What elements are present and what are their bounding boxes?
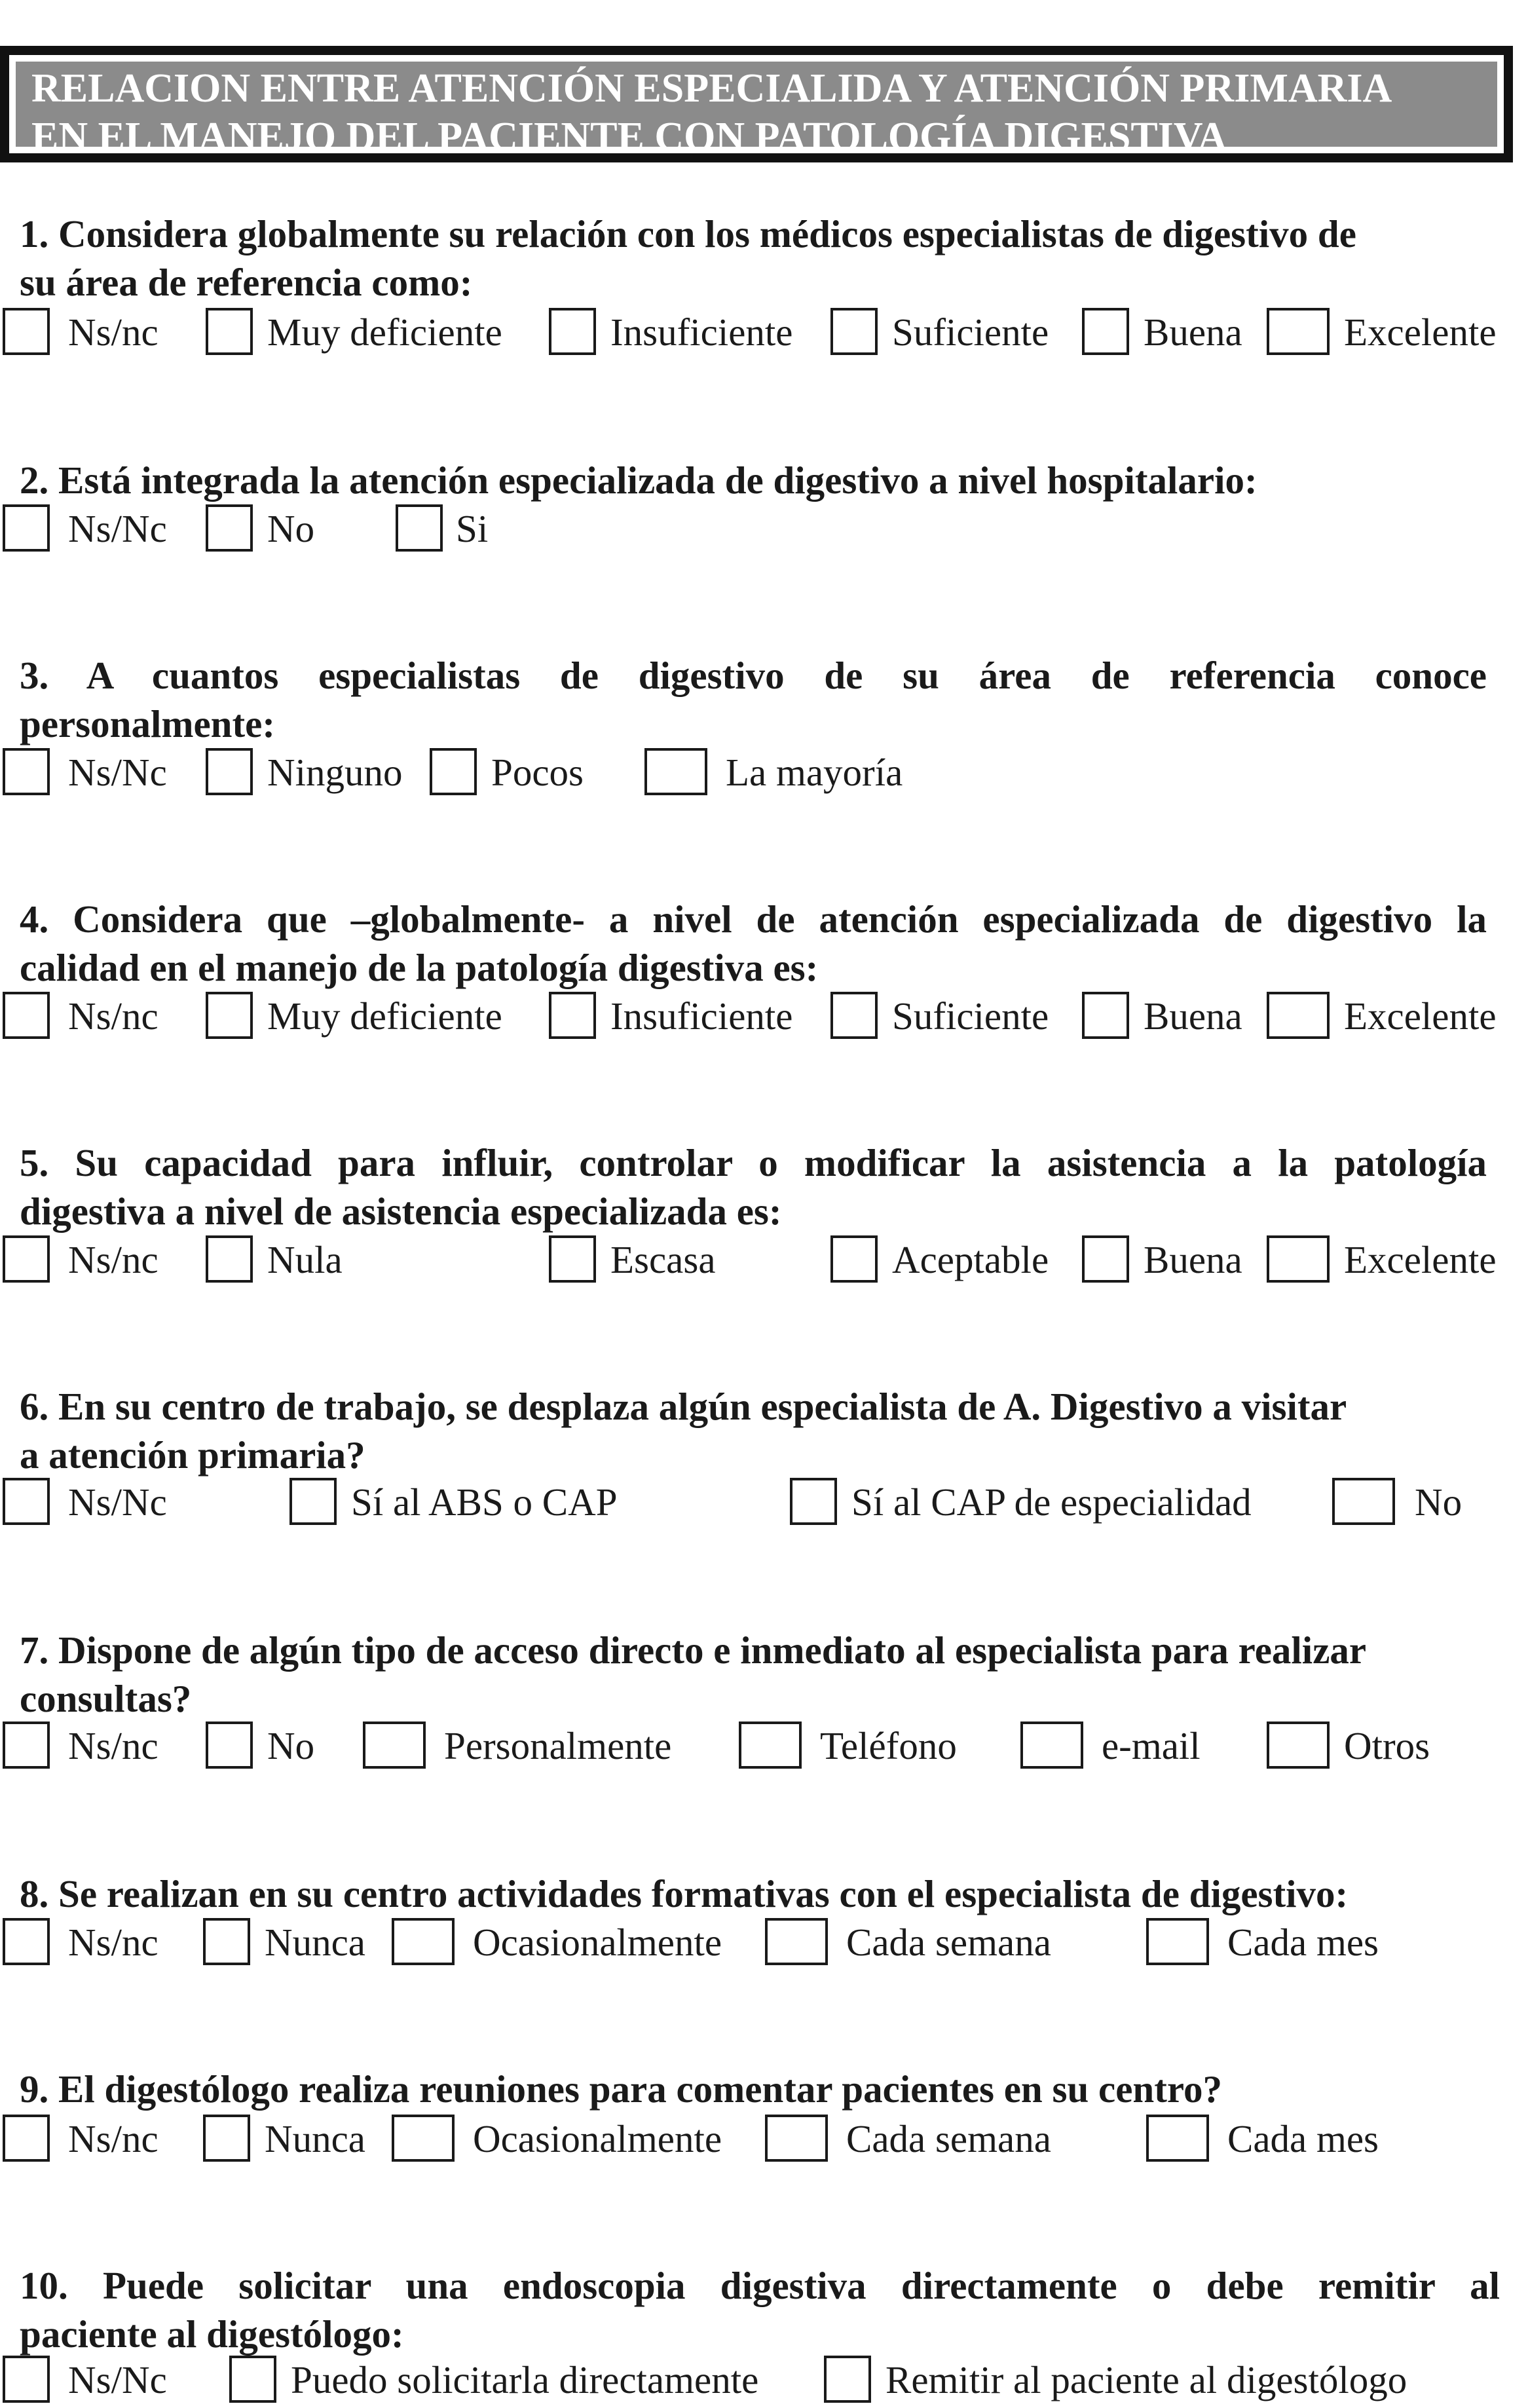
option-label: Cada mes (1227, 2117, 1379, 2160)
question-text: 1. Considera globalmente su relación con los médicos especialistas de digestivo de (20, 212, 1356, 255)
question-9 (20, 2065, 1487, 2113)
checkbox-buena[interactable] (1082, 308, 1129, 355)
checkbox-aceptable[interactable] (830, 1235, 878, 1283)
option-label: Pocos (491, 751, 584, 794)
question-8 (20, 1870, 1487, 1918)
checkbox-no[interactable] (1332, 1478, 1395, 1525)
checkbox-ns-nc[interactable] (3, 1918, 50, 1965)
option-label: Suficiente (892, 310, 1049, 354)
checkbox-email[interactable] (1020, 1721, 1083, 1769)
option-label: Remitir al paciente al digestólogo (885, 2358, 1407, 2401)
question-text: calidad en el manejo de la patología digestiva es: (20, 946, 819, 989)
option-label: Nunca (265, 1921, 365, 1964)
option-label: Ns/nc (68, 2117, 158, 2160)
option-label: Ns/nc (68, 1724, 158, 1767)
checkbox-nunca[interactable] (203, 2115, 250, 2162)
checkbox-excelente[interactable] (1267, 992, 1330, 1039)
checkbox-suficiente[interactable] (830, 308, 878, 355)
question-text: 9. El digestólogo realiza reuniones para comentar pacientes en su centro? (20, 2067, 1222, 2111)
checkbox-ns-nc[interactable] (3, 2115, 50, 2162)
checkbox-ns-nc[interactable] (3, 1478, 50, 1525)
checkbox-insuficiente[interactable] (549, 992, 596, 1039)
checkbox-nula[interactable] (206, 1235, 253, 1283)
question-6 (20, 1382, 1487, 1479)
option-label: Aceptable (892, 1238, 1049, 1281)
checkbox-ninguno[interactable] (206, 748, 253, 795)
question-text: paciente al digestólogo: (20, 2312, 404, 2356)
option-label: Insuficiente (610, 994, 793, 1038)
checkbox-solicitar-directamente[interactable] (229, 2356, 276, 2403)
option-label: Ns/Nc (68, 751, 167, 794)
option-label: Buena (1144, 994, 1242, 1038)
checkbox-excelente[interactable] (1267, 308, 1330, 355)
checkbox-pocos[interactable] (430, 748, 477, 795)
checkbox-muy-deficiente[interactable] (206, 308, 253, 355)
question-7 (20, 1626, 1487, 1723)
options-row-5 (0, 1235, 1528, 1288)
options-row-3 (0, 748, 1528, 800)
question-text: 5. Su capacidad para influir, controlar o modificar la asistencia a la patología (20, 1141, 1487, 1184)
title-line-1: RELACION ENTRE ATENCIÓN ESPECIALIDA Y ATENCIÓN PRIMARIA (31, 66, 1392, 111)
question-text: 4. Considera que –globalmente- a nivel de atención especializada de digestivo la (20, 897, 1487, 941)
question-text: a atención primaria? (20, 1433, 365, 1477)
option-label: Ns/nc (68, 1238, 158, 1281)
checkbox-insuficiente[interactable] (549, 308, 596, 355)
checkbox-otros[interactable] (1267, 1721, 1330, 1769)
question-5 (20, 1138, 1487, 1235)
option-label: Ns/nc (68, 310, 158, 354)
option-label: Ns/nc (68, 1921, 158, 1964)
question-10 (20, 2261, 1500, 2358)
question-text: consultas? (20, 1677, 192, 1720)
option-label: Cada mes (1227, 1921, 1379, 1964)
option-label: Escasa (610, 1238, 716, 1281)
options-row-9 (0, 2115, 1528, 2167)
option-label: Nula (267, 1238, 343, 1281)
option-label: Excelente (1344, 1238, 1497, 1281)
checkbox-ns-nc[interactable] (3, 308, 50, 355)
option-label: Otros (1344, 1724, 1430, 1767)
page-title (16, 62, 1497, 159)
option-label: Ocasionalmente (473, 1921, 722, 1964)
checkbox-ns-nc[interactable] (3, 992, 50, 1039)
checkbox-cada-mes[interactable] (1146, 2115, 1209, 2162)
question-4 (20, 895, 1487, 992)
option-label: Nunca (265, 2117, 365, 2160)
question-1 (20, 210, 1487, 307)
options-row-1 (0, 308, 1528, 360)
option-label: Buena (1144, 1238, 1242, 1281)
question-text: 8. Se realizan en su centro actividades formativas con el especialista de digestivo: (20, 1872, 1349, 1915)
question-text: 10. Puede solicitar una endoscopia digestiva directamente o debe remitir al (20, 2264, 1500, 2307)
option-label: Ns/Nc (68, 1480, 167, 1524)
option-label: Si (456, 507, 489, 550)
question-text: 7. Dispone de algún tipo de acceso directo e inmediato al especialista para realizar (20, 1628, 1367, 1672)
checkbox-cada-semana[interactable] (765, 2115, 828, 2162)
options-row-10 (0, 2356, 1528, 2408)
option-label: Ocasionalmente (473, 2117, 722, 2160)
checkbox-personalmente[interactable] (363, 1721, 426, 1769)
option-label: Ns/Nc (68, 2358, 167, 2401)
title-line-2: EN EL MANEJO DEL PACIENTE CON PATOLOGÍA DIGESTIVA (31, 115, 1227, 159)
option-label: Suficiente (892, 994, 1049, 1038)
checkbox-la-mayoria[interactable] (644, 748, 707, 795)
checkbox-excelente[interactable] (1267, 1235, 1330, 1283)
checkbox-ns-nc[interactable] (3, 2356, 50, 2403)
options-row-6 (0, 1478, 1528, 1530)
option-label: Cada semana (846, 2117, 1051, 2160)
checkbox-ns-nc[interactable] (3, 748, 50, 795)
checkbox-escasa[interactable] (549, 1235, 596, 1283)
checkbox-no[interactable] (206, 504, 253, 552)
checkbox-ns-nc[interactable] (3, 504, 50, 552)
options-row-2 (0, 504, 1528, 557)
option-label: La mayoría (726, 751, 903, 794)
checkbox-telefono[interactable] (739, 1721, 802, 1769)
checkbox-buena[interactable] (1082, 992, 1129, 1039)
checkbox-nunca[interactable] (203, 1918, 250, 1965)
question-text: personalmente: (20, 702, 275, 745)
option-label: Ninguno (267, 751, 403, 794)
option-label: Sí al CAP de especialidad (851, 1480, 1252, 1524)
option-label: Muy deficiente (267, 310, 502, 354)
question-2 (20, 456, 1487, 504)
option-label: Ns/nc (68, 994, 158, 1038)
checkbox-ns-nc[interactable] (3, 1235, 50, 1283)
option-label: Teléfono (820, 1724, 957, 1767)
option-label: Ns/Nc (68, 507, 167, 550)
option-label: No (1415, 1480, 1463, 1524)
options-row-4 (0, 992, 1528, 1044)
question-3 (20, 651, 1487, 748)
checkbox-buena[interactable] (1082, 1235, 1129, 1283)
checkbox-suficiente[interactable] (830, 992, 878, 1039)
checkbox-no[interactable] (206, 1721, 253, 1769)
question-text: su área de referencia como: (20, 261, 473, 304)
option-label: No (267, 1724, 315, 1767)
option-label: Excelente (1344, 310, 1497, 354)
options-row-7 (0, 1721, 1528, 1774)
checkbox-remitir-digestologo[interactable] (824, 2356, 871, 2403)
option-label: Sí al ABS o CAP (351, 1480, 618, 1524)
option-label: Excelente (1344, 994, 1497, 1038)
option-label: Muy deficiente (267, 994, 502, 1038)
checkbox-si-abs-cap[interactable] (289, 1478, 337, 1525)
checkbox-ocasionalmente[interactable] (392, 1918, 455, 1965)
checkbox-ns-nc[interactable] (3, 1721, 50, 1769)
option-label: Insuficiente (610, 310, 793, 354)
checkbox-ocasionalmente[interactable] (392, 2115, 455, 2162)
header-box (0, 46, 1513, 162)
option-label: Cada semana (846, 1921, 1051, 1964)
option-label: e-mail (1102, 1724, 1201, 1767)
checkbox-si-cap-especialidad[interactable] (790, 1478, 837, 1525)
option-label: Personalmente (444, 1724, 672, 1767)
question-text: 2. Está integrada la atención especializada de digestivo a nivel hospitalario: (20, 459, 1258, 502)
question-text: 3. A cuantos especialistas de digestivo de su área de referencia conoce (20, 654, 1487, 697)
option-label: Buena (1144, 310, 1242, 354)
checkbox-muy-deficiente[interactable] (206, 992, 253, 1039)
option-label: No (267, 507, 315, 550)
question-text: digestiva a nivel de asistencia especializada es: (20, 1190, 782, 1233)
question-text: 6. En su centro de trabajo, se desplaza algún especialista de A. Digestivo a visitar (20, 1385, 1347, 1428)
checkbox-cada-semana[interactable] (765, 1918, 828, 1965)
option-label: Puedo solicitarla directamente (291, 2358, 759, 2401)
options-row-8 (0, 1918, 1528, 1970)
checkbox-cada-mes[interactable] (1146, 1918, 1209, 1965)
checkbox-si[interactable] (396, 504, 443, 552)
